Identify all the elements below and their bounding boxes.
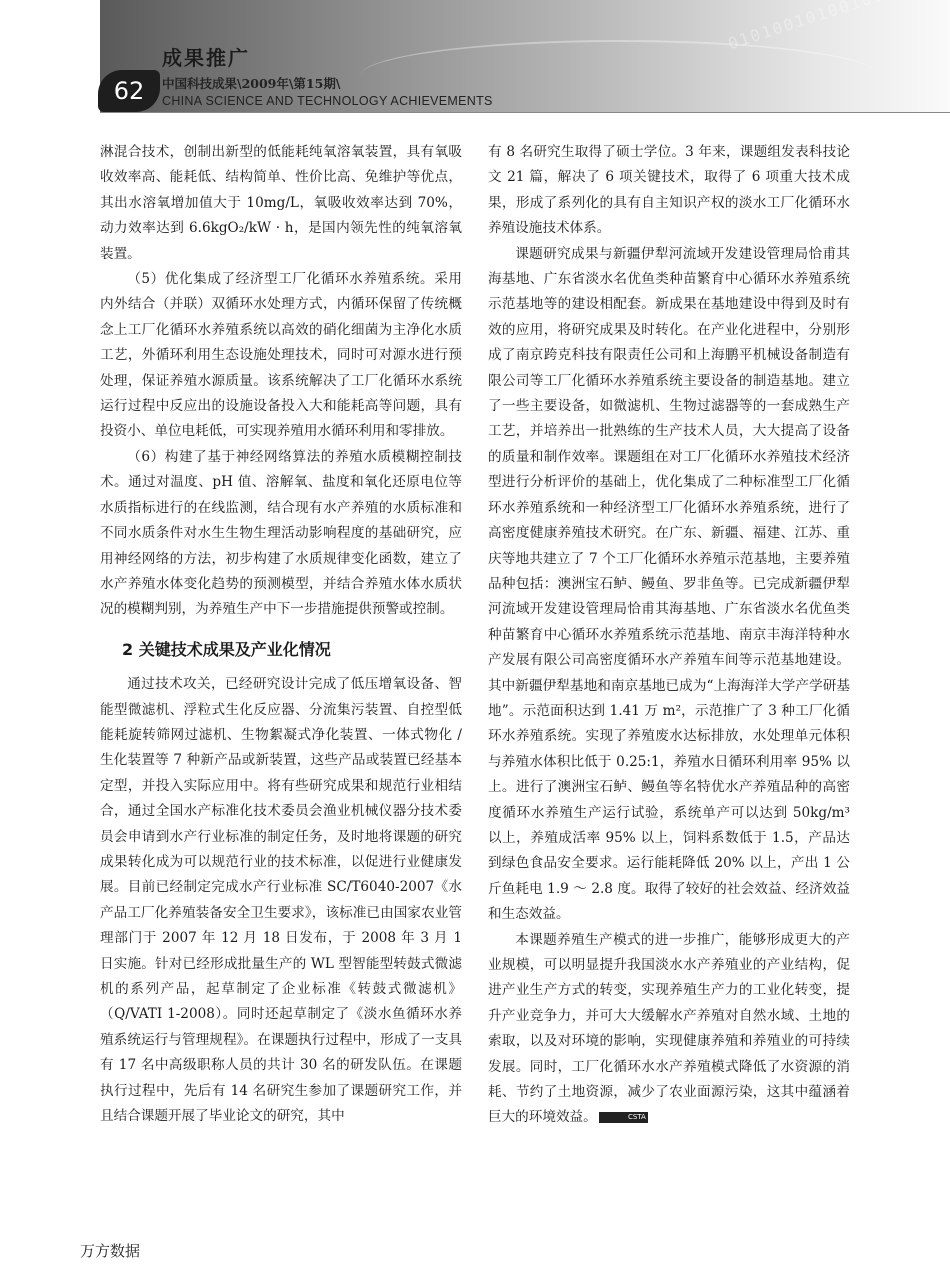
paragraph: （6）构建了基于神经网络算法的养殖水质模糊控制技术。通过对温度、pH 值、溶解氧、盐度和氧化还原电位等水质指标进行的在线监测，结合现有水产养殖的水质标准和不同水质条件对水生生物生理活动影响程度的基础研究，应用神经网络的方法，初步构建了水质规律变化函数，建立了水产养殖水体变化趋势的预测模型，并结合养殖水体水质状况的模糊判别，为养殖生产中下一步措施提供预警或控制。 (100, 448, 462, 618)
section-title: 成果推广 (162, 46, 250, 70)
paragraph: 淋混合技术，创制出新型的低能耗纯氧溶氧装置，具有氧吸收效率高、能耗低、结构简单、性价比高、免维护等优点，其出水溶氧增加值大于 10mg/L，氧吸收效率达到 70%，动力效率达到 6.6kgO₂/kW · h，是国内领先性的纯氧溶氧装置。 (100, 144, 462, 262)
paragraph-text: 本课题养殖生产模式的进一步推广，能够形成更大的产业规模，可以明显提升我国淡水水产养殖业的产业结构，促进产业生产方式的转变，实现养殖生产力的工业化转变，提升产业竞争力，并可大大缓解水产养殖对自然水域、土地的索取，以及对环境的影响，实现健康养殖和养殖业的可持续发展。同时，工厂化循环水水产养殖模式降低了水资源的消耗、节约了土地资源，减少了农业面源污染，这其中蕴涵着巨大的环境效益。 (488, 931, 850, 1126)
paragraph (488, 928, 850, 1131)
journal-issue-cn: 中国科技成果\2009年\第15期\ (162, 76, 341, 91)
journal-title-en: CHINA SCIENCE AND TECHNOLOGY ACHIEVEMENTS (162, 94, 493, 108)
footer-watermark: 万方数据 (80, 1242, 141, 1260)
paragraph: 有 8 名研究生取得了硕士学位。3 年来，课题组发表科技论文 21 篇，解决了 6 项关键技术，取得了 6 项重大技术成果，形成了系列化的具有自主知识产权的淡水工厂化循环水养殖设施技术体系。 (488, 144, 850, 237)
paragraph: 通过技术攻关，已经研究设计完成了低压增氧设备、智能型微滤机、浮粒式生化反应器、分流集污装置、自控型低能耗旋转筛网过滤机、生物絮凝式净化装置、一体式物化 / 生化装置等 7 种新产品或新装置，这些产品或装置已经基本定型，并投入实际应用中。将有些研究成果和规范行业相结合，通过全国水产标准化技术委员会渔业机械仪器分技术委员会申请到水产行业标准的制定任务，及时地将课题的研究成果转化成为可以规范行业的技术标准，以促进行业健康发展。目前已经制定完成水产行业标准 SC/T6040-2007《水产品工厂化养殖装备安全卫生要求》，该标准已由国家农业管理部门于 2007 年 12 月 18 日发布，于 2008 年 3 月 1 日实施。针对已经形成批量生产的 WL 型智能型转鼓式微滤机的系列产品，起草制定了企业标准《转鼓式微滤机》（Q/VATI 1-2008）。同时还起草制定了《淡水鱼循环水养殖系统运行与管理规程》。在课题执行过程中，形成了一支具有 17 名中高级职称人员的共计 30 名的研发队伍。在课题执行过程中，先后有 14 名研究生参加了课题研究工作，并且结合课题开展了毕业论文的研究，其中 (100, 676, 462, 1125)
end-mark-logo: CSTA (599, 1112, 648, 1123)
section-heading: 2 关键技术成果及产业化情况 (122, 639, 331, 659)
left-column (100, 140, 462, 1129)
header-divider (100, 112, 950, 113)
paragraph: 课题研究成果与新疆伊犁河流域开发建设管理局恰甫其海基地、广东省淡水名优鱼类种苗繁育中心循环水养殖系统示范基地等的建设相配套。新成果在基地建设中得到及时有效的应用，将研究成果及时转化。在产业化进程中，分别形成了南京跨克科技有限责任公司和上海鹏平机械设备制造有限公司等工厂化循环水养殖系统主要设备的制造基地。建立了一些主要设备，如微滤机、生物过滤器等的一套成熟生产工艺，并培养出一批熟练的生产技术人员，大大提高了设备的质量和制作效率。课题组在对工厂化循环水养殖技术经济型进行分析评价的基础上，优化集成了二种标准型工厂化循环水养殖系统和一种经济型工厂化循环水养殖系统，进行了高密度健康养殖技术研究。在广东、新疆、福建、江苏、重庆等地共建立了 7 个工厂化循环水养殖示范基地，主要养殖品种包括：澳洲宝石鲈、鳗鱼、罗非鱼等。已完成新疆伊犁河流域开发建设管理局恰甫其海基地、广东省淡水名优鱼类种苗繁育中心循环水养殖系统示范基地、南京丰海洋特种水产发展有限公司高密度循环水产养殖车间等示范基地建设。其中新疆伊犁基地和南京基地已成为“上海海洋大学产学研基地”。示范面积达到 1.41 万 m²，示范推广了 3 种工厂化循环水养殖系统。实现了养殖废水达标排放，水处理单元体积与养殖水体积比低于 0.25:1，养殖水日循环利用率 95% 以上。进行了澳洲宝石鲈、鳗鱼等名特优水产养殖品种的高密度循环水养殖生产运行试验，系统单产可以达到 50kg/m³ 以上，养殖成活率 95% 以上，饲料系数低于 1.5，产品达到绿色食品安全要求。运行能耗降低 20% 以上，产出 1 公斤鱼耗电 1.9 ～ 2.8 度。取得了较好的社会效益、经济效益和生态效益。 (488, 245, 851, 923)
right-column (488, 140, 850, 1131)
paragraph: （5）优化集成了经济型工厂化循环水养殖系统。采用内外结合（并联）双循环水处理方式，内循环保留了传统概念上工厂化循环水养殖系统以高效的硝化细菌为主净化水质工艺，外循环利用生态设施处理技术，同时可对源水进行预处理，保证养殖水源质量。该系统解决了工厂化循环水系统运行过程中反应出的设施设备投入大和能耗高等问题，具有投资小、单位电耗低，可实现养殖用水循环利用和零排放。 (100, 271, 462, 440)
page-number: 62 (98, 70, 160, 112)
